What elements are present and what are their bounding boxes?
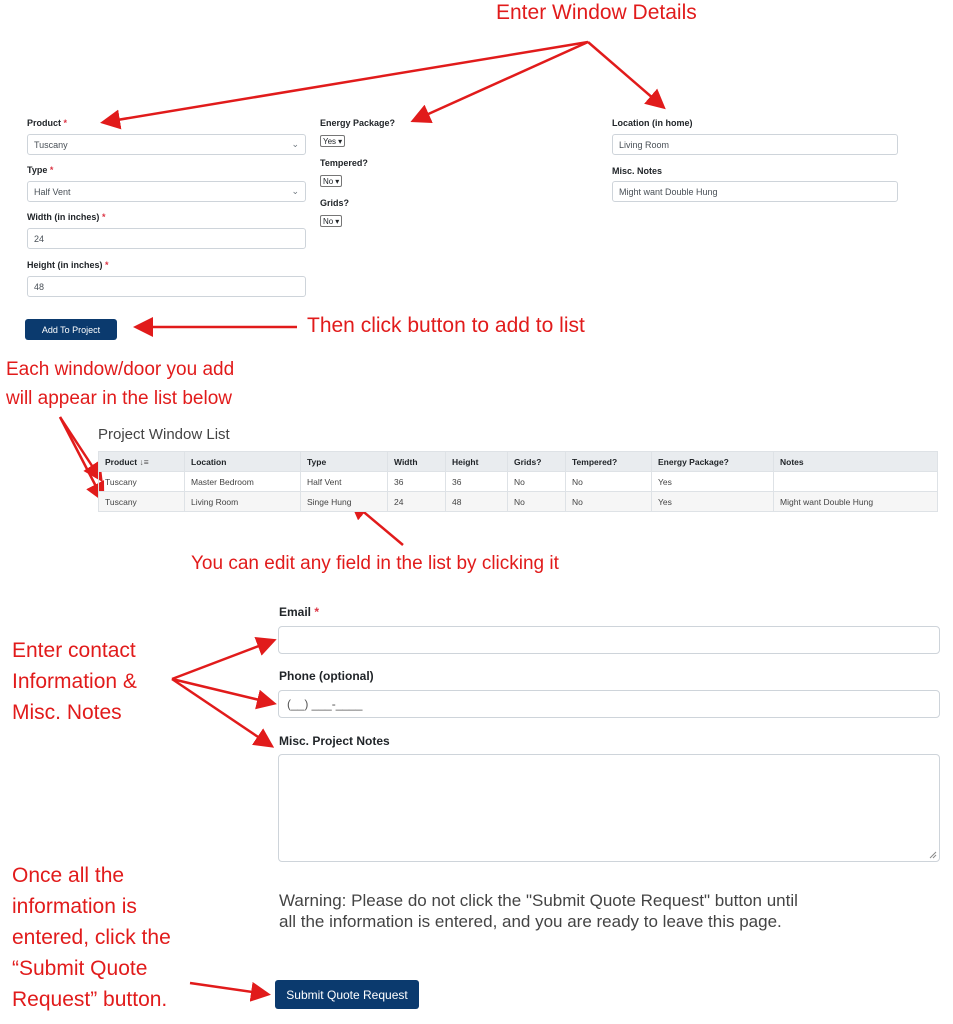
arrow-to-product — [105, 42, 588, 122]
location-input[interactable] — [612, 134, 898, 155]
arrow-to-submit — [190, 983, 266, 994]
misc-notes-input[interactable] — [612, 181, 898, 202]
product-select-value: Tuscany — [34, 139, 68, 150]
grids-select-value: No — [323, 216, 334, 226]
annotation-submit — [12, 860, 171, 1015]
project-notes-textarea[interactable] — [278, 754, 940, 862]
resize-handle-icon[interactable] — [929, 851, 937, 859]
column-header-height: Height — [446, 452, 508, 472]
annotation-click-button: Then click button to add to list — [307, 314, 585, 337]
product-select[interactable] — [27, 134, 306, 155]
column-header-notes: Notes — [774, 452, 938, 472]
table-cell[interactable]: Might want Double Hung — [774, 492, 938, 512]
tempered-label: Tempered? — [320, 158, 368, 168]
project-notes-label: Misc. Project Notes — [279, 734, 390, 748]
table-cell[interactable]: No — [566, 492, 652, 512]
type-label: Type * — [27, 165, 54, 175]
grids-label: Grids? — [320, 198, 350, 208]
chevron-down-icon: ▾ — [335, 176, 340, 186]
annotation-contact-line: Information & — [12, 670, 137, 693]
annotation-edit-field: You can edit any field in the list by clicking it — [191, 553, 559, 574]
energy-select[interactable] — [320, 135, 345, 147]
column-header-grids: Grids? — [508, 452, 566, 472]
table-row — [99, 492, 938, 512]
product-label: Product * — [27, 118, 68, 128]
table-cell[interactable]: 48 — [446, 492, 508, 512]
column-header-width: Width — [388, 452, 446, 472]
project-list-table-wrapper — [98, 451, 938, 512]
phone-input[interactable] — [278, 690, 940, 718]
chevron-down-icon: ⌄ — [291, 139, 299, 149]
height-input[interactable] — [27, 276, 306, 297]
annotation-submit-line: information is — [12, 895, 137, 918]
annotation-submit-line: Once all the — [12, 864, 125, 887]
table-cell[interactable]: 36 — [446, 472, 508, 492]
table-cell[interactable]: 36 — [388, 472, 446, 492]
width-input-value: 24 — [34, 233, 45, 244]
project-list-title: Project Window List — [98, 426, 230, 443]
table-cell[interactable]: Yes — [652, 492, 774, 512]
annotation-contact — [12, 635, 137, 728]
tempered-select-value: No — [323, 176, 334, 186]
arrow-to-email — [172, 641, 272, 679]
sort-icon[interactable]: ↓≡ — [139, 456, 149, 467]
annotation-submit-line: “Submit Quote — [12, 957, 148, 980]
annotation-contact-line: Enter contact — [12, 639, 136, 662]
annotation-each-window-1: Each window/door you add — [6, 359, 235, 380]
column-header-location: Location — [185, 452, 301, 472]
table-cell[interactable]: No — [508, 472, 566, 492]
chevron-down-icon: ▾ — [338, 136, 343, 146]
arrow-to-location — [588, 42, 662, 106]
column-header-product[interactable]: Product ↓≡ — [99, 452, 185, 472]
table-cell[interactable]: Tuscany — [99, 492, 185, 512]
misc-notes-label: Misc. Notes — [612, 166, 663, 176]
column-header-type: Type — [301, 452, 388, 472]
table-cell[interactable]: Yes — [652, 472, 774, 492]
height-label: Height (in inches) * — [27, 260, 109, 270]
table-cell[interactable]: Master Bedroom — [185, 472, 301, 492]
table-cell[interactable]: Tuscany — [99, 472, 185, 492]
table-cell[interactable]: No — [566, 472, 652, 492]
type-select[interactable] — [27, 181, 306, 202]
width-label: Width (in inches) * — [27, 212, 106, 222]
height-input-value: 48 — [34, 281, 45, 292]
location-input-value: Living Room — [619, 139, 670, 150]
type-select-value: Half Vent — [34, 186, 71, 197]
submit-quote-request-button[interactable]: Submit Quote Request — [275, 980, 419, 1009]
misc-notes-input-value: Might want Double Hung — [619, 186, 718, 197]
annotation-contact-line: Misc. Notes — [12, 701, 122, 724]
annotation-enter-details: Enter Window Details — [496, 1, 697, 24]
grids-select[interactable] — [320, 215, 342, 227]
table-cell[interactable] — [774, 472, 938, 492]
annotation-submit-line: Request” button. — [12, 988, 168, 1011]
energy-select-value: Yes — [323, 136, 337, 146]
table-header-row — [99, 452, 938, 472]
arrow-to-row2 — [60, 417, 102, 498]
warning-text: Warning: Please do not click the "Submit Quote Request" button until all the information is entered, and you are ready to leave this page. — [279, 891, 798, 931]
arrow-to-phone — [172, 679, 272, 703]
location-label: Location (in home) — [612, 118, 693, 128]
arrow-to-energy — [415, 42, 588, 120]
email-label: Email * — [279, 605, 320, 619]
table-cell[interactable]: Living Room — [185, 492, 301, 512]
energy-label: Energy Package? — [320, 118, 396, 128]
table-row — [99, 472, 938, 492]
table-cell[interactable]: Singe Hung — [301, 492, 388, 512]
annotation-each-window-2: will appear in the list below — [6, 388, 233, 409]
tempered-select[interactable] — [320, 175, 342, 187]
add-to-project-button[interactable]: Add To Project — [25, 319, 117, 340]
table-cell[interactable]: Half Vent — [301, 472, 388, 492]
width-input[interactable] — [27, 228, 306, 249]
email-input[interactable] — [278, 626, 940, 654]
table-cell[interactable]: No — [508, 492, 566, 512]
chevron-down-icon: ▾ — [335, 216, 340, 226]
phone-label: Phone (optional) — [279, 669, 374, 683]
phone-placeholder: (__) ___-____ — [287, 697, 363, 711]
column-header-tempered: Tempered? — [566, 452, 652, 472]
column-header-energy: Energy Package? — [652, 452, 774, 472]
chevron-down-icon: ⌄ — [291, 186, 299, 196]
arrow-to-notes — [172, 679, 270, 745]
project-list-table — [98, 451, 938, 512]
annotation-submit-line: entered, click the — [12, 926, 171, 949]
table-cell[interactable]: 24 — [388, 492, 446, 512]
